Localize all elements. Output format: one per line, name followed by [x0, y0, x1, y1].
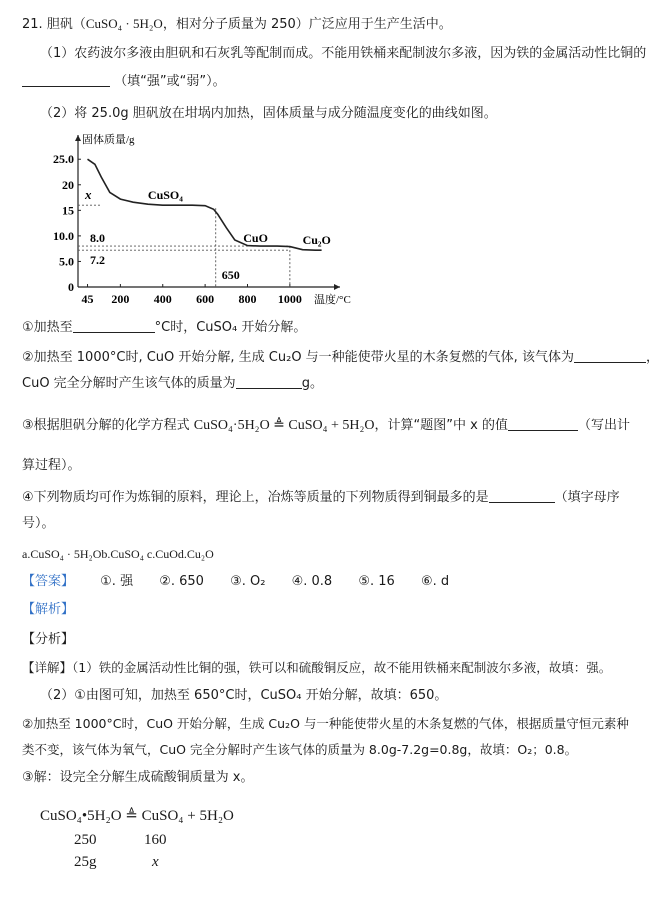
- annotation-x: x: [85, 187, 92, 203]
- y-tick-label: 25.0: [53, 152, 74, 167]
- analysis-label: 【解析】: [22, 602, 75, 617]
- answer-blank[interactable]: [236, 374, 302, 389]
- answer-row: 【答案】 ①. 强 ②. 650 ③. O₂ ④. 0.8 ⑤. 16 ⑥. d: [22, 574, 450, 589]
- annotation-8: 8.0: [90, 231, 105, 246]
- sub4-line-2: 号）。: [22, 516, 55, 531]
- answer-blank[interactable]: [22, 72, 110, 87]
- answer-blank[interactable]: [489, 488, 555, 503]
- answer-label: 【答案】: [22, 574, 75, 589]
- answer-blank[interactable]: [508, 416, 578, 431]
- question-number: 21.: [22, 17, 43, 32]
- label-cuso4: CuSO₄: [147, 188, 183, 203]
- y-tick-label: 15: [62, 203, 74, 218]
- detail-part3b: 类不变，该气体为氧气，CuO 完全分解时产生该气体的质量为 8.0g-7.2g=0.8g，故填：O₂；0.8。: [22, 742, 578, 757]
- x-tick-label: 600: [196, 292, 215, 306]
- part1-text: （1）农药波尔多液由胆矾和石灰乳等配制而成。不能用铁桶来配制波尔多液，因为铁的金属活动性比铜的: [40, 46, 647, 61]
- y-axis-label: 固体质量/g: [82, 134, 135, 146]
- sub4-line: ④下列物质均可作为炼铜的原料，理论上，冶炼等质量的下列物质得到铜最多的是 （填字母序: [22, 490, 620, 505]
- y-tick-label: 20: [62, 177, 74, 192]
- mass-curve: [88, 159, 322, 250]
- decomposition-equation: CuSO₄·5H₂O ≜ CuSO₄ + 5H₂O: [193, 418, 375, 433]
- sub1-line: ①加热至 °C时，CuSO₄ 开始分解。: [22, 320, 307, 335]
- detail-part4: ③解：设完全分解生成硫酸铜质量为 x。: [22, 770, 254, 785]
- x-tick-label: 45: [81, 292, 94, 306]
- y-axis-arrow: [75, 135, 81, 141]
- answer-blank[interactable]: [73, 318, 155, 333]
- detail-part3a: ②加热至 1000°C时，CuO 开始分解，生成 Cu₂O 与一种能使带火星的木条复燃的气体，根据质量守恒元素种: [22, 716, 629, 731]
- y-tick-label: 5.0: [59, 254, 74, 269]
- solution-molar-1: 250: [74, 832, 97, 848]
- y-tick-label: 10.0: [53, 228, 74, 243]
- x-tick-label: 200: [111, 292, 130, 306]
- sub2-line-2: CuO 完全分解时产生该气体的质量为 g。: [22, 376, 323, 391]
- mass-temperature-chart: [40, 132, 360, 310]
- x-axis-arrow: [334, 284, 340, 290]
- label-cuo: CuO: [243, 231, 268, 246]
- y-tick-label: 0: [68, 280, 74, 294]
- x-tick-label: 1000: [277, 292, 302, 306]
- x-axis-label: 温度/°C: [314, 294, 351, 306]
- annotation-650: 650: [221, 268, 240, 282]
- detail-part2: （2）①由图可知，加热至 650°C时，CuSO₄ 开始分解，故填：650。: [40, 688, 448, 703]
- sub3-line: ③根据胆矾分解的化学方程式 CuSO₄·5H₂O ≜ CuSO₄ + 5H₂O，计算“题图”中 x 的值 （写出计: [22, 418, 630, 433]
- sub3-line-2: 算过程）。: [22, 458, 81, 473]
- x-tick-label: 400: [153, 292, 172, 306]
- part2-text: （2）将 25.0g 胆矾放在坩埚内加热，固体质量与成分随温度变化的曲线如图。: [40, 106, 497, 121]
- annotation-7-2: 7.2: [90, 253, 105, 268]
- detail-text: 【详解】（1）铁的金属活动性比铜的强，铁可以和硫酸铜反应，故不能用铁桶来配制波尔多液，故填：强。: [22, 660, 612, 675]
- solution-molar-2: 160: [144, 832, 167, 848]
- fenxi-label: 【分析】: [22, 632, 75, 647]
- options-line: a.CuSO₄ · 5H₂Ob.CuSO₄ c.CuOd.Cu₂O: [22, 547, 214, 561]
- solution-equation: CuSO₄•5H₂O ≜ CuSO₄ + 5H₂O: [40, 808, 234, 824]
- x-tick-label: 800: [238, 292, 257, 306]
- solution-mass-unknown: x: [152, 854, 159, 870]
- part1-blank-line: （填“强”或“弱”）。: [22, 72, 626, 92]
- label-cu2o: Cu₂O: [302, 233, 331, 248]
- sub2-line: ②加热至 1000°C时, CuO 开始分解, 生成 Cu₂O 与一种能使带火星的木条复燃的气体, 该气体为 ，: [22, 350, 659, 365]
- question-intro: 21. 胆矾（CuSO₄ · 5H₂O，相对分子质量为 250）广泛应用于生产生活中。: [22, 16, 452, 32]
- answer-blank[interactable]: [574, 348, 646, 363]
- solution-mass-known: 25g: [74, 854, 97, 870]
